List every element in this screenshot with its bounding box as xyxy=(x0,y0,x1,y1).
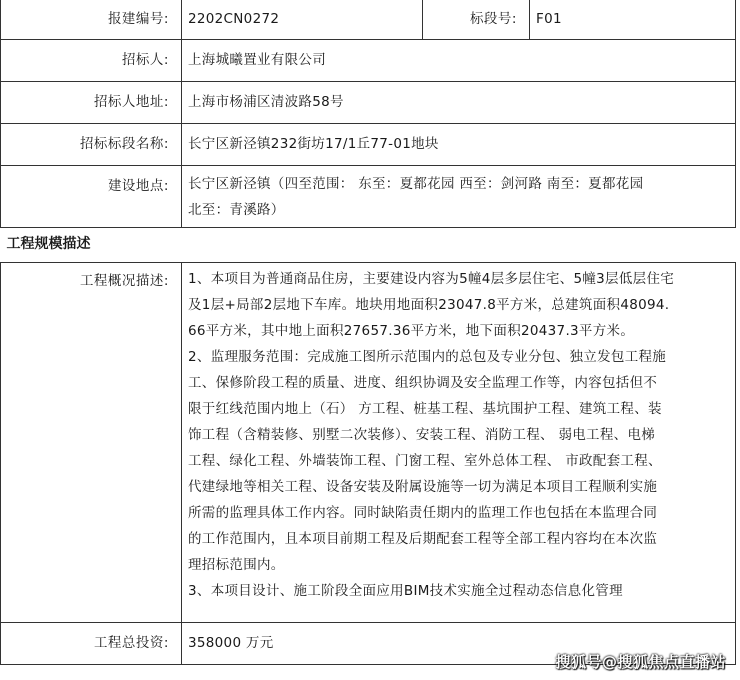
tenderer-value: 上海城曦置业有限公司 xyxy=(182,40,736,82)
row-overview xyxy=(1,263,736,623)
overview-line: 66平方米，其中地上面积27657.36平方米，地下面积20437.3平方米。 xyxy=(188,323,635,339)
tenderer-address-value: 上海市杨浦区清波路58号 xyxy=(182,82,736,124)
row-site xyxy=(1,166,736,228)
site-label: 建设地点: xyxy=(1,166,182,228)
site-value-line-1: 长宁区新泾镇（四至范围： 东至：夏都花园 西至：剑河路 南至：夏都花园 xyxy=(188,176,644,192)
investment-value: 358000 万元 xyxy=(182,623,736,665)
watermark: 搜狐号@搜狐焦点直播站 xyxy=(555,653,726,671)
overview-line: 限于红线范围内地上（石） 方工程、桩基工程、基坑围护工程、建筑工程、装 xyxy=(188,401,662,417)
section-name-label: 招标标段名称: xyxy=(1,124,182,166)
tenderer-label: 招标人: xyxy=(1,40,182,82)
section-no-value: F01 xyxy=(530,0,736,40)
tenderer-address-label: 招标人地址: xyxy=(1,82,182,124)
report-no-value: 2202CN0272 xyxy=(182,0,423,40)
overview-line: 工程、绿化工程、外墙装饰工程、门窗工程、室外总体工程、 市政配套工程、 xyxy=(188,453,662,469)
section-name-value: 长宁区新泾镇232街坊17/1丘77-01地块 xyxy=(182,124,736,166)
overview-line: 代建绿地等相关工程、设备安装及附属设施等一切为满足本项目工程顺利实施 xyxy=(188,479,658,495)
overview-line: 1、本项目为普通商品住房，主要建设内容为5幢4层多层住宅、5幢3层低层住宅 xyxy=(188,271,675,287)
row-section-name xyxy=(1,124,736,166)
overview-label: 工程概况描述: xyxy=(1,263,182,623)
overview-line: 所需的监理具体工作内容。同时缺陷责任期内的监理工作也包括在本监理合同 xyxy=(188,505,658,521)
site-value xyxy=(182,166,736,228)
row-scale-section-title xyxy=(1,228,736,263)
investment-label: 工程总投资: xyxy=(1,623,182,665)
overview-line: 3、本项目设计、施工阶段全面应用BIM技术实施全过程动态信息化管理 xyxy=(188,583,623,599)
site-value-line-2: 北至：青溪路） xyxy=(188,202,285,218)
overview-line: 2、监理服务范围：完成施工图所示范围内的总包及专业分包、独立发包工程施 xyxy=(188,349,667,365)
row-tenderer xyxy=(1,40,736,82)
row-tenderer-address xyxy=(1,82,736,124)
section-no-label: 标段号: xyxy=(423,0,530,40)
overview-line: 工、保修阶段工程的质量、进度、组织协调及安全监理工作等，内容包括但不 xyxy=(188,375,658,391)
report-no-label: 报建编号: xyxy=(1,0,182,40)
overview-value xyxy=(182,263,736,623)
scale-section-title: 工程规模描述 xyxy=(1,228,736,263)
row-report-no xyxy=(1,0,736,40)
overview-line: 的工作范围内，且本项目前期工程及后期配套工程等全部工程内容均在本次监 xyxy=(188,531,658,547)
overview-line: 理招标范围内。 xyxy=(188,557,285,573)
overview-line: 饰工程（含精装修、别墅二次装修）、安装工程、消防工程、 弱电工程、电梯 xyxy=(188,427,656,443)
overview-line: 及1层+局部2层地下车库。地块用地面积23047.8平方米，总建筑面积48094. xyxy=(188,297,670,313)
